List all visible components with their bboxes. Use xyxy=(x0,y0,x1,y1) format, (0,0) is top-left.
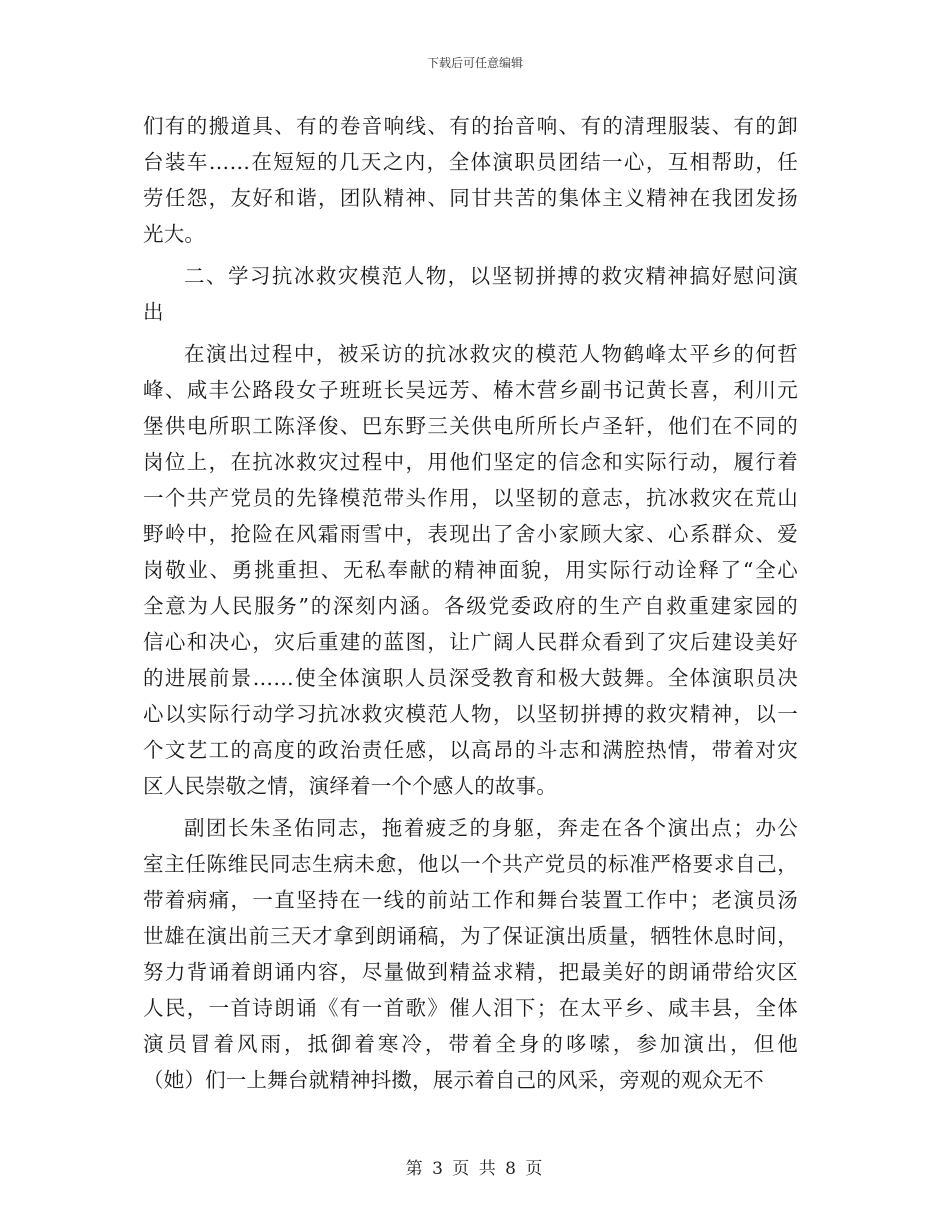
paragraph-line: 二、学习抗冰救灾模范人物，以坚韧拼搏的救灾精神搞好慰问演 xyxy=(184,264,798,288)
paragraph-line: 副团长朱圣佑同志，拖着疲乏的身躯，奔走在各个演出点；办公 xyxy=(184,816,798,840)
paragraph-line: 区人民崇敬之情，演绎着一个个感人的故事。 xyxy=(143,774,557,798)
paragraph-line: 努力背诵着朗诵内容，尽量做到精益求精，把最美好的朗诵带给灾区 xyxy=(143,960,798,984)
paragraph-line: 一个共产党员的先锋模范带头作用，以坚韧的意志，抗冰救灾在荒山 xyxy=(143,486,798,510)
paragraph-line: 岗位上，在抗冰救灾过程中，用他们坚定的信念和实际行动，履行着 xyxy=(143,450,798,474)
paragraph-line: 的进展前景……使全体演职人员深受教育和极大鼓舞。全体演职员决 xyxy=(143,666,798,690)
paragraph-line: 世雄在演出前三天才拿到朗诵稿，为了保证演出质量，牺牲休息时间， xyxy=(143,924,798,948)
paragraph-line: 岗敬业、勇挑重担、无私奉献的精神面貌，用实际行动诠释了“全心 xyxy=(143,558,798,582)
paragraph-line: 带着病痛，一直坚持在一线的前站工作和舞台装置工作中；老演员汤 xyxy=(143,888,798,912)
document-body xyxy=(143,108,798,1098)
paragraph-line: 出 xyxy=(143,300,164,324)
paragraph-line: 们有的搬道具、有的卷音响线、有的抬音响、有的清理服装、有的卸 xyxy=(143,114,798,138)
paragraph-line: 演员冒着风雨，抵御着寒冷，带着全身的哆嗦，参加演出，但他 xyxy=(143,1032,798,1056)
paragraph-line: 人民，一首诗朗诵《有一首歌》催人泪下；在太平乡、咸丰县，全体 xyxy=(143,996,798,1020)
paragraph-line: 信心和决心，灾后重建的蓝图，让广阔人民群众看到了灾后建设美好 xyxy=(143,630,798,654)
paragraph-line: 光大。 xyxy=(143,222,206,246)
paragraph-line: 个文艺工的高度的政治责任感，以高昂的斗志和满腔热情，带着对灾 xyxy=(143,738,798,762)
paragraph-line: （她）们一上舞台就精神抖擞，展示着自己的风采，旁观的观众无不 xyxy=(143,1068,764,1092)
paragraph-line: 野岭中，抢险在风霜雨雪中，表现出了舍小家顾大家、心系群众、爱 xyxy=(143,522,798,546)
paragraph-line: 峰、咸丰公路段女子班班长吴远芳、椿木营乡副书记黄长喜，利川元 xyxy=(143,378,798,402)
page-footer: 第 3 页 共 8 页 xyxy=(405,1159,545,1179)
paragraph-line: 劳任怨，友好和谐，团队精神、同甘共苦的集体主义精神在我团发扬 xyxy=(143,186,798,210)
paragraph-line: 心以实际行动学习抗冰救灾模范人物，以坚韧拼搏的救灾精神，以一 xyxy=(143,702,798,726)
paragraph xyxy=(143,810,798,1098)
paragraph xyxy=(143,108,798,252)
paragraph xyxy=(143,258,798,330)
paragraph-line: 在演出过程中，被采访的抗冰救灾的模范人物鹤峰太平乡的何哲 xyxy=(184,342,798,366)
paragraph xyxy=(143,336,798,804)
paragraph-line: 台装车……在短短的几天之内，全体演职员团结一心，互相帮助，任 xyxy=(143,150,798,174)
paragraph-line: 全意为人民服务”的深刻内涵。各级党委政府的生产自救重建家园的 xyxy=(143,594,798,618)
paragraph-line: 堡供电所职工陈泽俊、巴东野三关供电所所长卢圣轩，他们在不同的 xyxy=(143,414,798,438)
page-header-note: 下载后可任意编辑 xyxy=(426,56,523,70)
paragraph-line: 室主任陈维民同志生病未愈，他以一个共产党员的标准严格要求自己， xyxy=(143,852,798,876)
